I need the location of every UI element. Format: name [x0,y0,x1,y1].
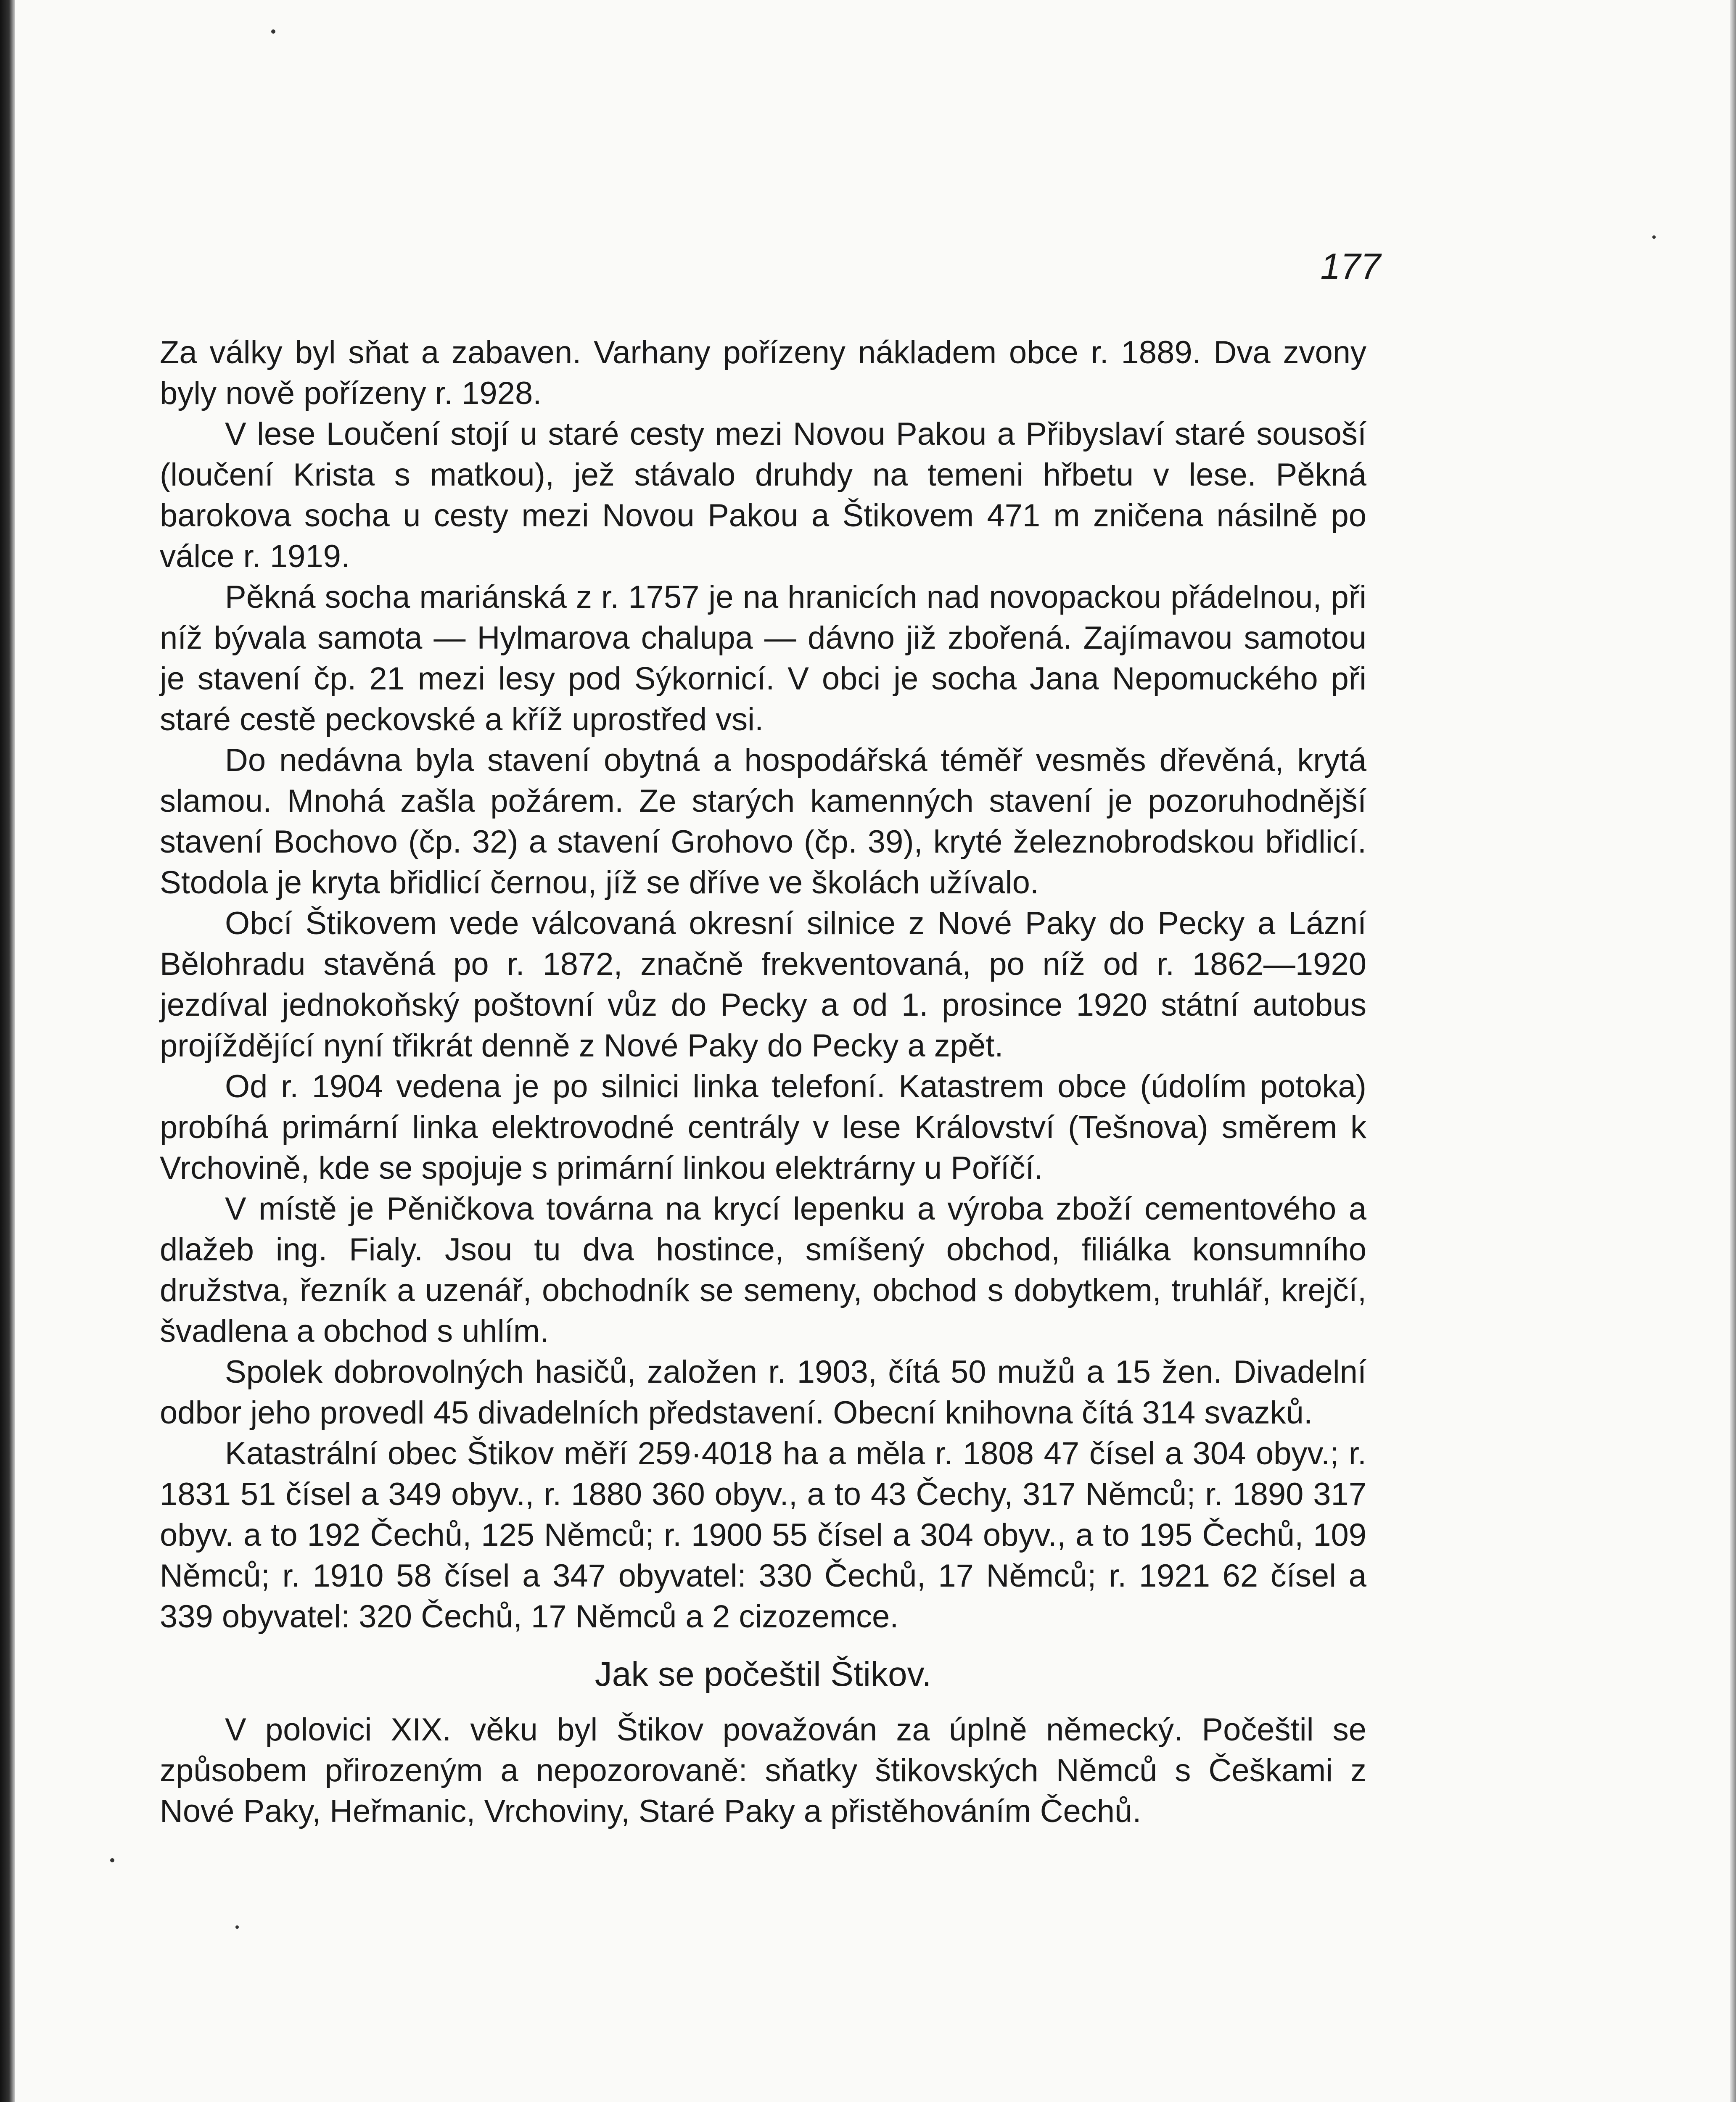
paragraph-8: Spolek dobrovolných hasičů, založen r. 1903, čítá 50 mužů a 15 žen. Divadelní odbor jeho provedl 45 divadelních představení. Obecní knihovna čítá 314 svazků. [160,1354,1366,1431]
scan-speck [1652,235,1656,239]
paragraph-7: V místě je Pěničkova továrna na krycí lepenku a výroba zboží cementového a dlažeb ing. Fialy. Jsou tu dva hostince, smíšený obchod, filiálka konsumního družstva, řezník a uzenář, obchodník se semeny, obchod s dobytkem, truhlář, krejčí, švadlena a obchod s uhlím. [160,1191,1366,1349]
paragraph-4: Do nedávna byla stavení obytná a hospodářská téměř vesměs dřevěná, krytá slamou. Mnohá zašla požárem. Ze starých kamenných stavení je pozoruhodnější stavení Bochovo (čp. 32) a stavení Grohovo (čp. 39), kryté železnobrodskou břidlicí. Stodola je kryta břidlicí černou, jíž se dříve ve školách užívalo. [160,742,1366,900]
page-edge [1730,0,1736,2102]
body-text [160,332,1366,1832]
paragraph-3: Pěkná socha mariánská z r. 1757 je na hranicích nad novopackou přádelnou, při níž bývala samota — Hylmarova chalupa — dávno již zbořená. Zajímavou samotou je stavení čp. 21 mezi lesy pod Sýkornicí. V obci je socha Jana Nepomuckého při staré cestě peckovské a kříž uprostřed vsi. [160,579,1366,737]
page-number: 177 [1320,246,1381,287]
scan-speck [110,1858,114,1862]
paragraph-9: Katastrální obec Štikov měří 259·4018 ha a měla r. 1808 47 čísel a 304 obyv.; r. 1831 51 čísel a 349 obyv., r. 1880 360 obyv., a to 43 Čechy, 317 Němců; r. 1890 317 obyv. a to 192 Čechů, 125 Němců; r. 1900 55 čísel a 304 obyv., a to 195 Čechů, 109 Němců; r. 1910 58 čísel a 347 obyvatel: 330 Čechů, 17 Němců; r. 1921 62 čísel a 339 obyvatel: 320 Čechů, 17 Němců a 2 cizozemce. [160,1436,1366,1635]
paragraph-1: Za války byl sňat a zabaven. Varhany pořízeny nákladem obce r. 1889. Dva zvony byly nově pořízeny r. 1928. [160,335,1366,411]
binding-shadow [0,0,15,2102]
scan-speck [235,1925,239,1929]
paragraph-final: V polovici XIX. věku byl Štikov považován za úplně německý. Počeštil se způsobem přirozeným a nepozorovaně: sňatky štikovských Němců s Češkami z Nové Paky, Heřmanic, Vrchoviny, Staré Paky a přistěhováním Čechů. [160,1712,1366,1829]
paragraph-6: Od r. 1904 vedena je po silnici linka telefoní. Katastrem obce (údolím potoka) probíhá primární linka elektrovodné centrály v lese Království (Tešnova) směrem k Vrchovině, kde se spojuje s primární linkou elektrárny u Poříčí. [160,1069,1366,1186]
scan-speck [271,29,275,34]
paragraph-5: Obcí Štikovem vede válcovaná okresní silnice z Nové Paky do Pecky a Lázní Bělohradu stavěná po r. 1872, značně frekventovaná, po níž od r. 1862—1920 jezdíval jednokoňský poštovní vůz do Pecky a od 1. prosince 1920 státní autobus projíždějící nyní třikrát denně z Nové Paky do Pecky a zpět. [160,906,1366,1064]
section-heading: Jak se počeštil Štikov. [595,1655,932,1693]
paragraph-2: V lese Loučení stojí u staré cesty mezi Novou Pakou a Přibyslaví staré sousoší (loučení Krista s matkou), jež stávalo druhdy na temeni hřbetu v lese. Pěkná barokova socha u cesty mezi Novou Pakou a Štikovem 471 m zničena násilně po válce r. 1919. [160,416,1366,574]
